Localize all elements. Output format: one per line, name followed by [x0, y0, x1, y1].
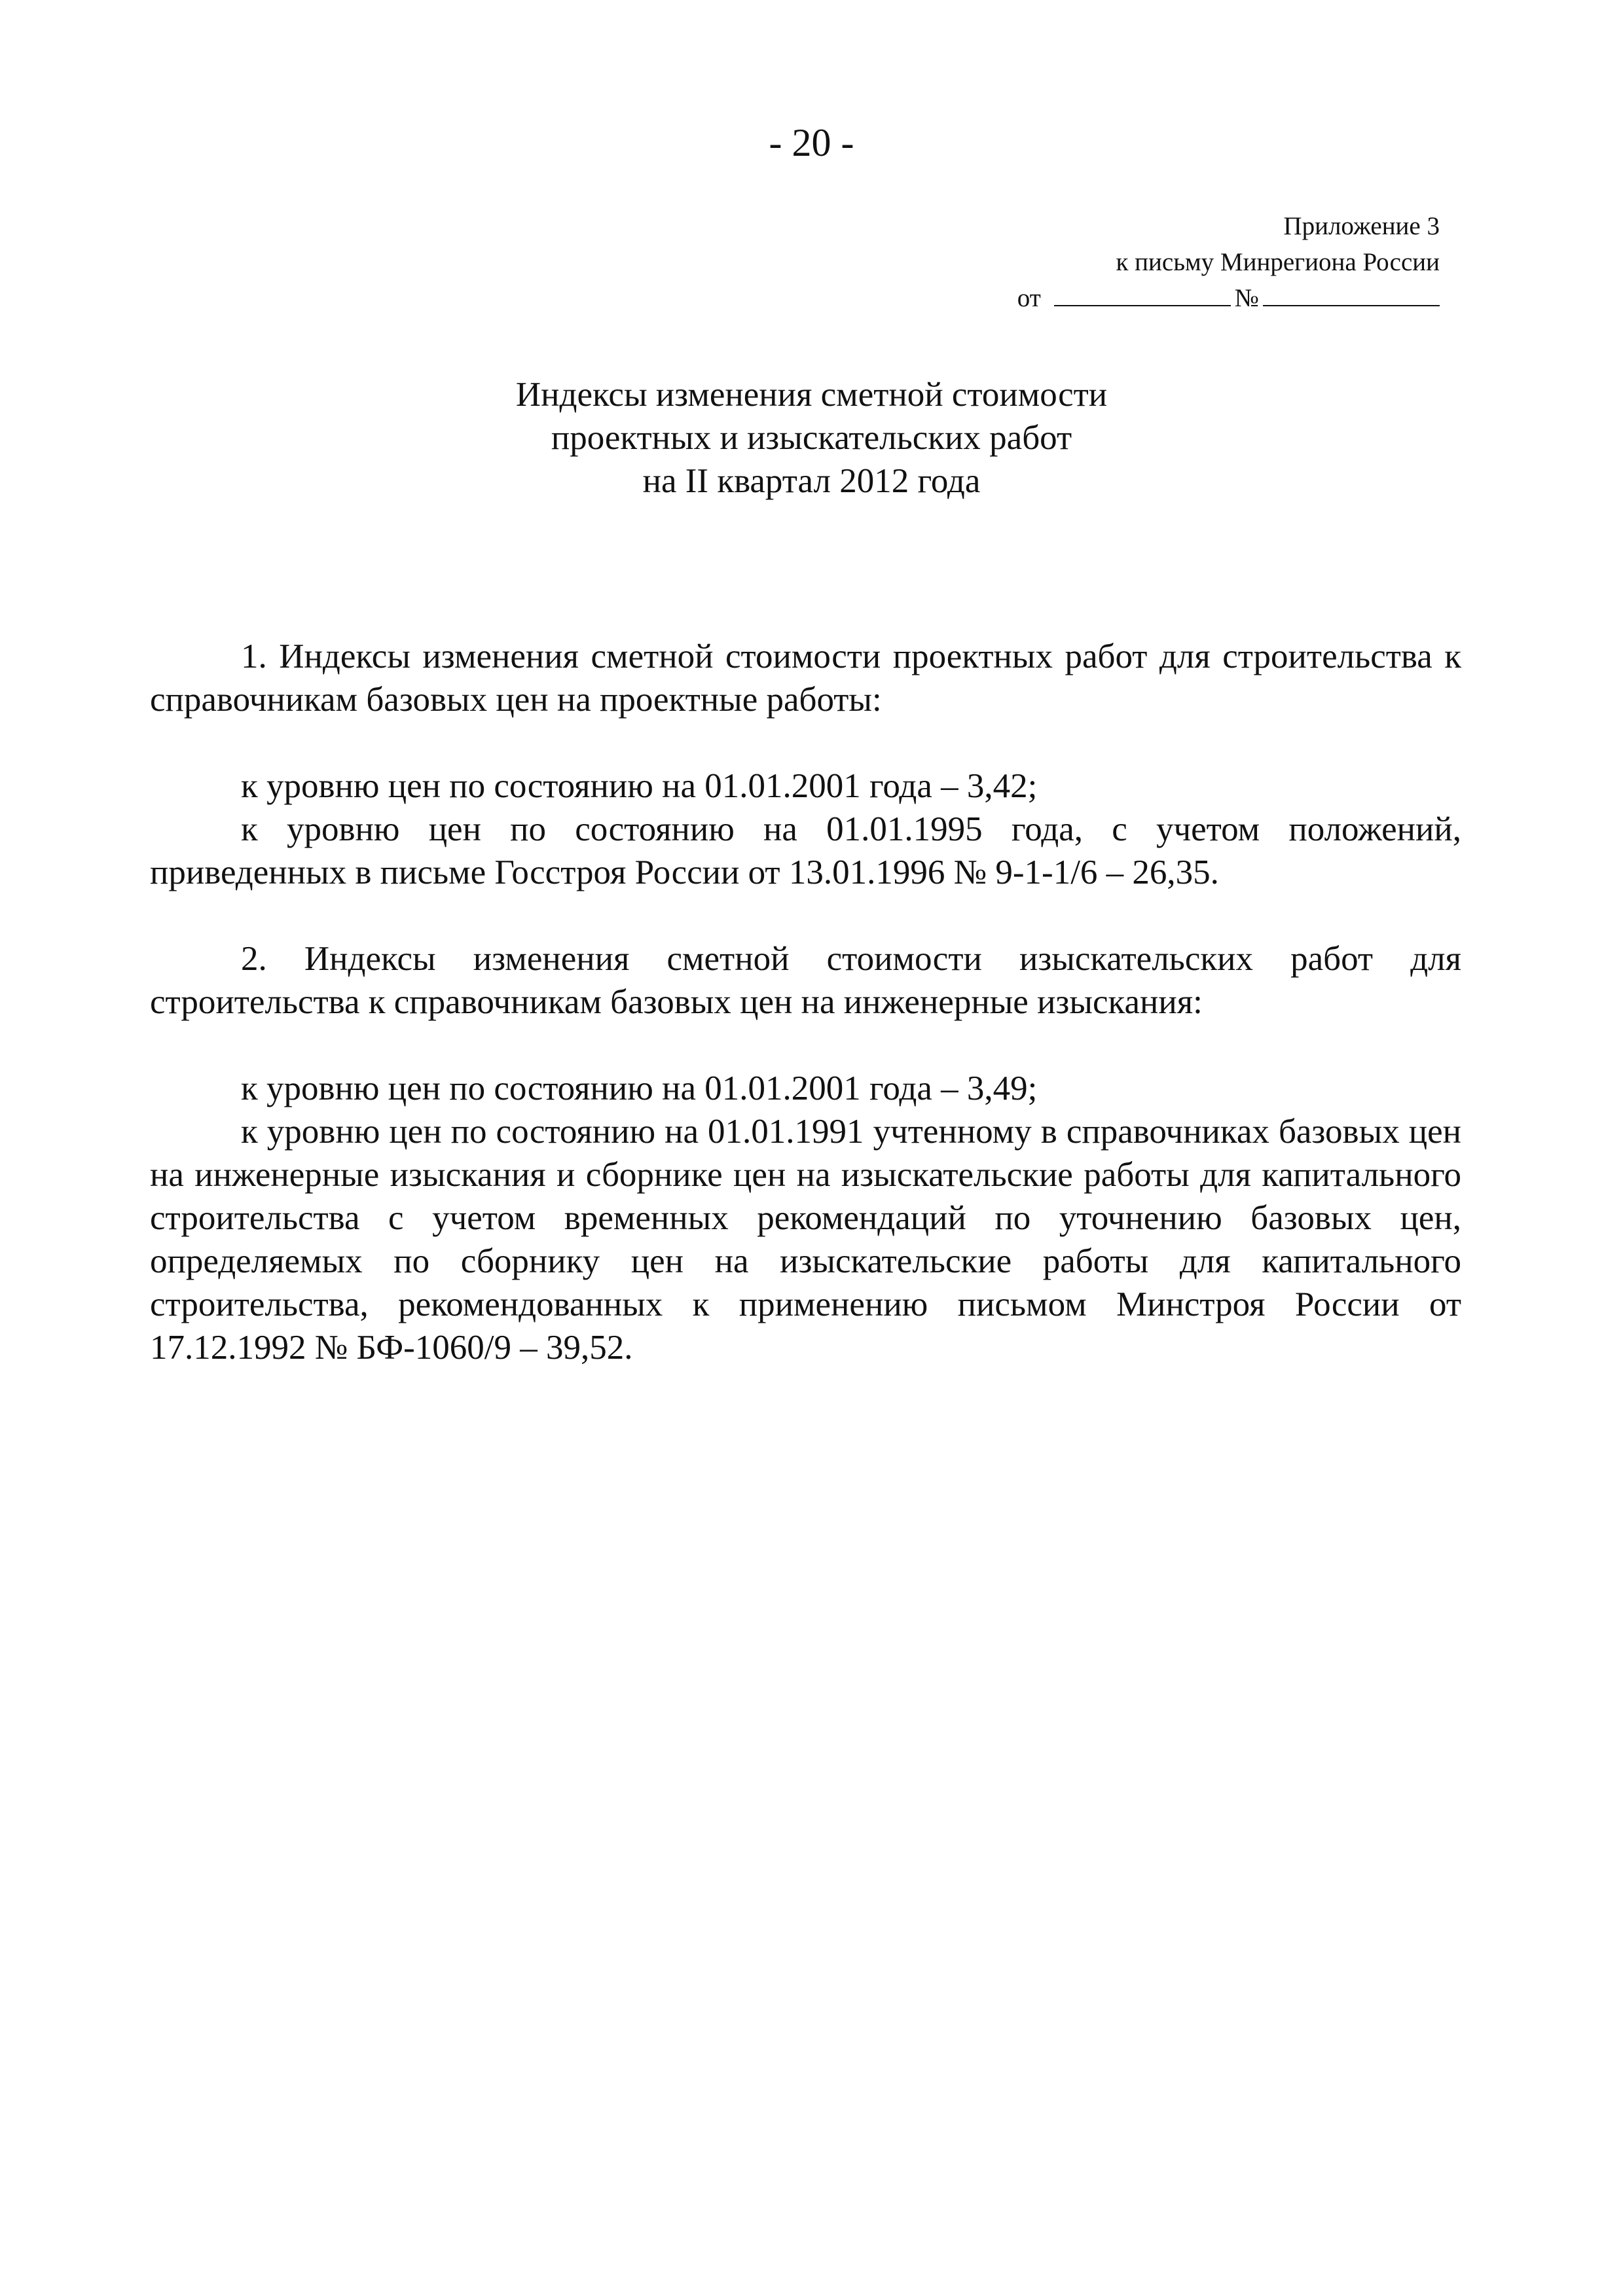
section-2-item-1: к уровню цен по состоянию на 01.01.2001 года – 3,49;: [241, 1069, 1038, 1107]
section-2-item-2: к уровню цен по состоянию на 01.01.1991 учтенному в справочниках базовых цен на инженерные изыскания и сборнике цен на изыскательские работы для капитального строительства с учетом временных рекомендаций по уточнению базовых цен, определяемых по сборнику цен на изыскательские работы для капитального строительства, рекомендованных к применению письмом Минстроя России от 17.12.1992 № БФ-1060/9 – 39,52.: [150, 1113, 1461, 1367]
title-line-1: Индексы изменения сметной стоимости: [515, 376, 1108, 414]
title-line-2: проектных и изыскательских работ: [551, 419, 1072, 457]
section-1-heading: 1. Индексы изменения сметной стоимости проектных работ для строительства к справочникам базовых цен на проектные работы:: [150, 637, 1461, 719]
appendix-date-blank: [1054, 283, 1231, 306]
section-1-item-2: к уровню цен по состоянию на 01.01.1995 года, с учетом положений, приведенных в письме Госстроя России от 13.01.1996 № 9-1-1/6 – 26,35.: [150, 810, 1461, 891]
appendix-block: [1017, 208, 1440, 316]
page-number: - 20 -: [769, 121, 854, 164]
appendix-number-sign: №: [1234, 284, 1259, 312]
appendix-from-label: от: [1017, 284, 1041, 312]
document-body: [150, 635, 1461, 1369]
appendix-date-number-line: [1017, 280, 1440, 316]
document-title: [0, 373, 1623, 503]
appendix-reference: к письму Минрегиона России: [1116, 248, 1440, 276]
title-line-3: на II квартал 2012 года: [642, 462, 981, 500]
appendix-number-blank: [1263, 283, 1440, 306]
section-1-item-1: к уровню цен по состоянию на 01.01.2001 года – 3,42;: [241, 767, 1038, 805]
appendix-title: Приложение 3: [1283, 212, 1440, 240]
section-2-heading: 2. Индексы изменения сметной стоимости изыскательских работ для строительства к справочникам базовых цен на инженерные изыскания:: [150, 940, 1461, 1021]
